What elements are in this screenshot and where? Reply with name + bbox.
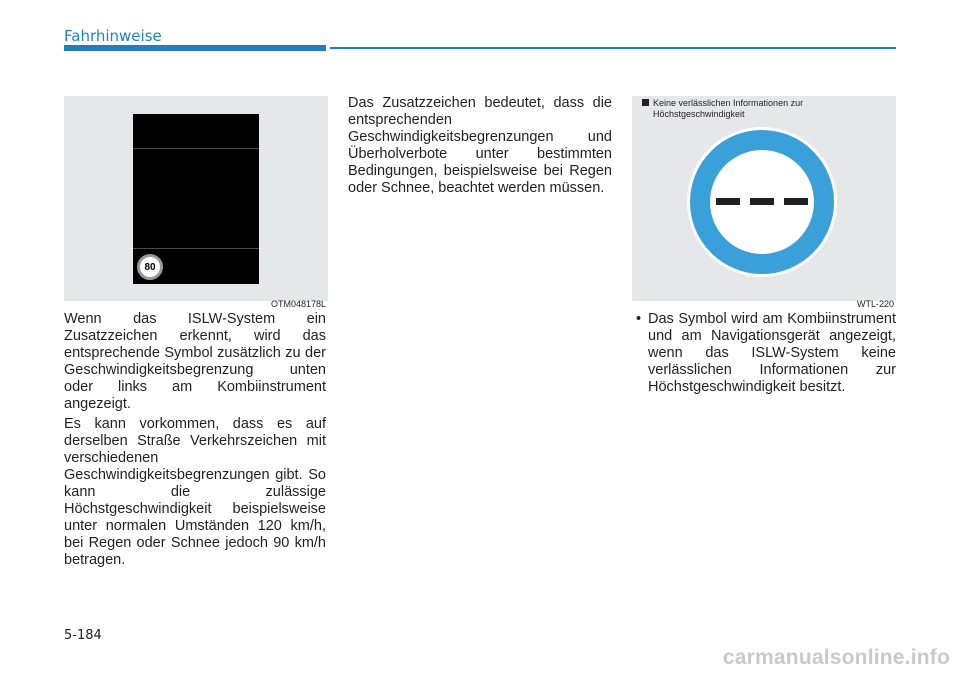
sign-inner-circle (710, 150, 814, 254)
figure-code: WTL-220 (856, 299, 894, 309)
speed-limit-sign-icon: 80 (137, 254, 163, 280)
page-number: 5-184 (64, 628, 102, 643)
cluster-divider-bottom (133, 248, 259, 249)
bullet-item (632, 311, 896, 396)
cluster-display (133, 114, 259, 284)
paragraph-1: Wenn das ISLW-System ein Zusatzzeichen erkennt, wird das entsprechende Symbol zusätzlich zu der Geschwindigkeitsbegrenzung unten oder links am Kombiinstrument angezeigt. (64, 311, 326, 412)
dash-icon (716, 198, 740, 205)
watermark: carmanualsonline.info (722, 646, 950, 669)
section-title: Fahrhinweise (64, 27, 162, 45)
cluster-divider-top (133, 148, 259, 149)
bullet-text: Das Symbol wird am Kombiinstrument und am Navigationsgerät angezeigt, wenn das ISLW-System keine verlässlichen Informationen zur Höchstgeschwindigkeit besitzt. (648, 311, 896, 395)
header-rule-thick (64, 45, 326, 51)
no-speed-info-sign-icon (687, 127, 837, 277)
cluster-figure (64, 96, 328, 309)
dash-icon (750, 198, 774, 205)
caption-line2: Höchstgeschwindigkeit (653, 109, 745, 119)
caption-square-icon (642, 99, 649, 106)
dash-icon (784, 198, 808, 205)
figure-code: OTM048178L (270, 299, 326, 309)
bullet-dot: • (636, 311, 642, 327)
paragraph-3: Das Zusatzzeichen bedeutet, dass die entsprechenden Geschwindigkeitsbegrenzungen und Überholverbote unter bestimmten Bedingungen, beispielsweise bei Regen oder Schnee, beachtet werden müssen. (348, 95, 612, 196)
paragraph-2: Es kann vorkommen, dass es auf derselben Straße Verkehrszeichen mit verschiedenen Geschwindigkeitsbegrenzungen gibt. So kann die zulässige Höchstgeschwindigkeit beispielsweise unter normalen Umständen 120 km/h, bei Regen oder Schnee jedoch 90 km/h betragen. (64, 416, 326, 568)
no-info-sign-figure (632, 96, 896, 309)
caption-line1: Keine verlässlichen Informationen zur (653, 98, 804, 108)
figure-caption (642, 98, 872, 120)
header-rule-thin (330, 47, 896, 49)
